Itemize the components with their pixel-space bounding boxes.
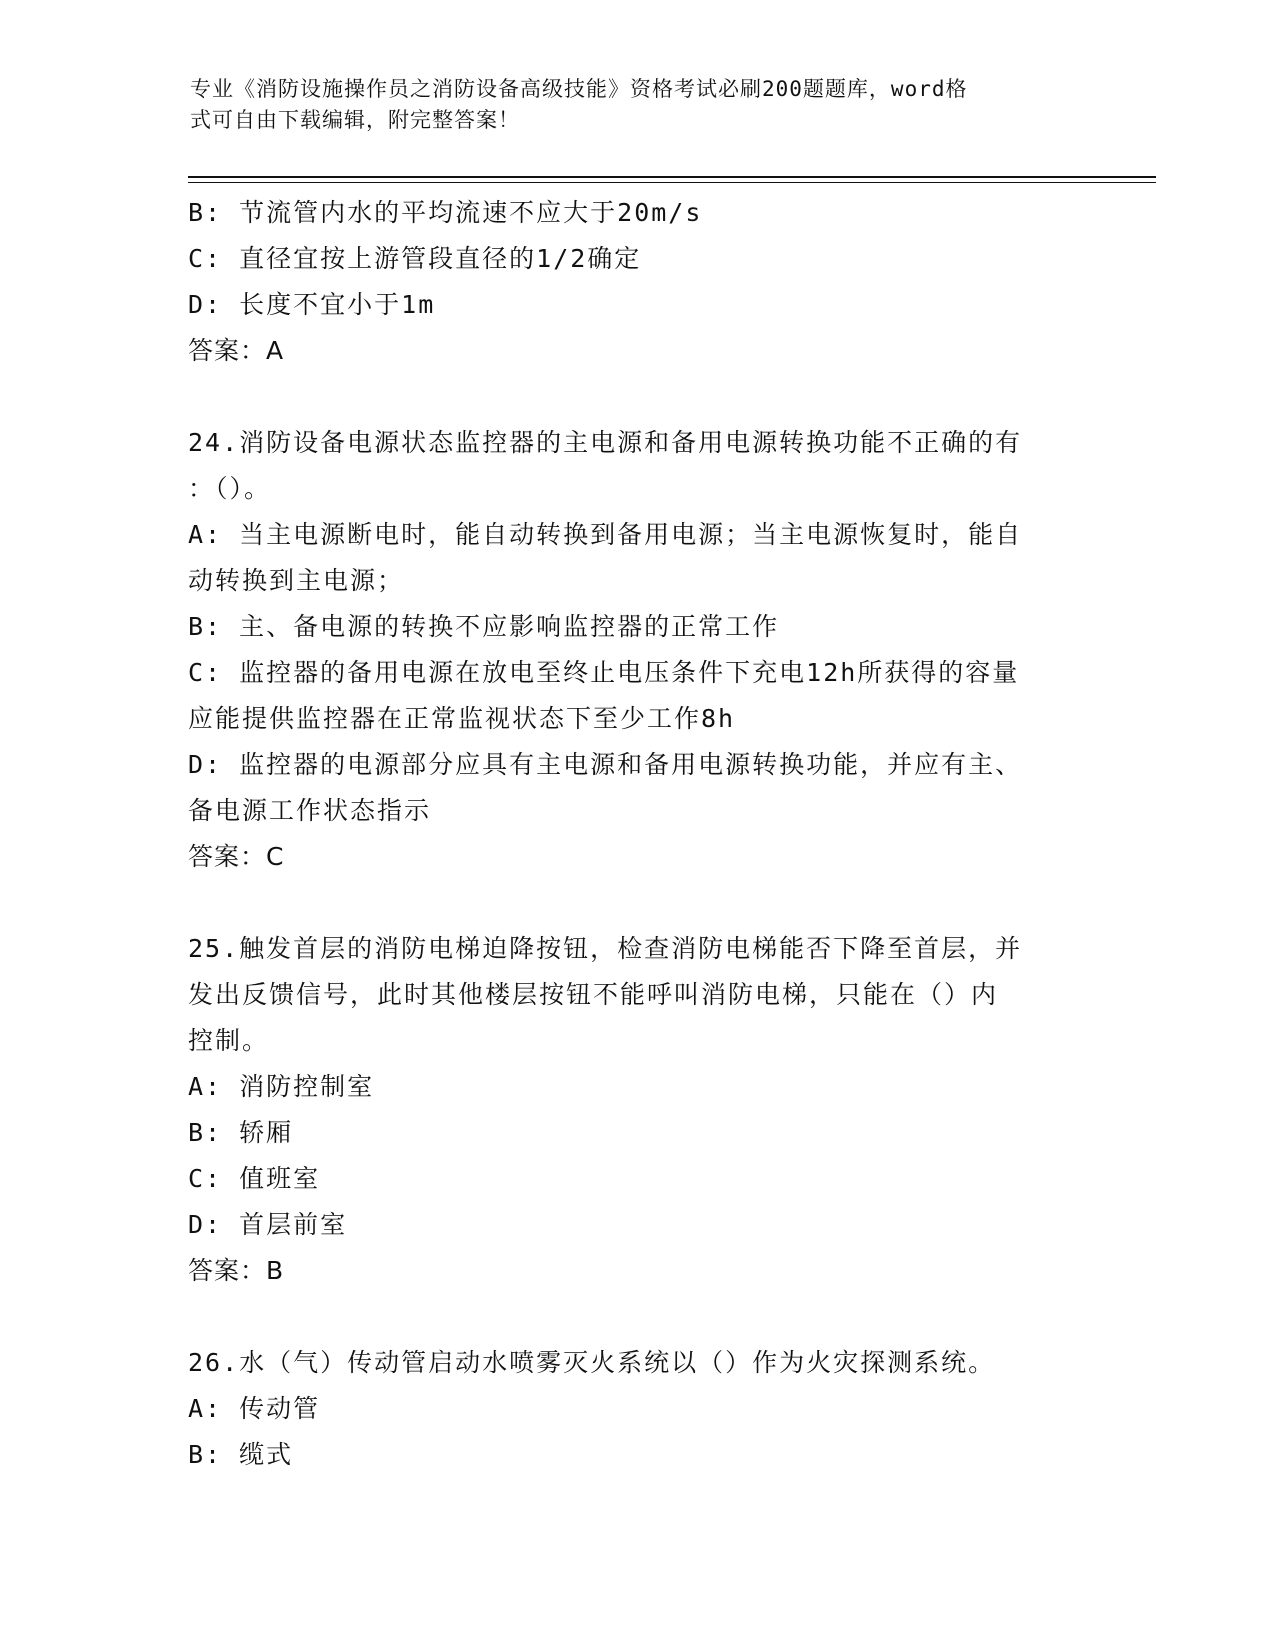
spacer — [188, 880, 1088, 926]
option-d: D: 首层前室 — [188, 1210, 348, 1239]
option-b: B: 轿厢 — [188, 1118, 294, 1147]
option-b: B: 节流管内水的平均流速不应大于20m/s — [188, 198, 703, 227]
option-c: C: 监控器的备用电源在放电至终止电压条件下充电12h所获得的容量 — [188, 658, 1020, 687]
header-line-2: 式可自由下载编辑，附完整答案！ — [190, 108, 520, 132]
question-stem: 25.触发首层的消防电梯迫降按钮，检查消防电梯能否下降至首层，并 — [188, 934, 1023, 963]
spacer — [188, 374, 1088, 420]
option-d: D: 长度不宜小于1m — [188, 290, 436, 319]
option-b: B: 缆式 — [188, 1440, 294, 1469]
spacer — [188, 1294, 1088, 1340]
header-divider-thick — [188, 176, 1156, 178]
option-a-cont: 动转换到主电源； — [188, 566, 405, 595]
option-a: A: 传动管 — [188, 1394, 321, 1423]
question-26 — [188, 1340, 1088, 1478]
option-d-cont: 备电源工作状态指示 — [188, 796, 432, 825]
question-stem-cont: 控制。 — [188, 1026, 270, 1055]
question-list — [188, 190, 1088, 1478]
question-stem-cont: ：（）。 — [188, 474, 272, 503]
document-header — [190, 74, 1080, 136]
option-d: D: 监控器的电源部分应具有主电源和备用电源转换功能，并应有主、 — [188, 750, 1023, 779]
option-c-cont: 应能提供监控器在正常监视状态下至少工作8h — [188, 704, 736, 733]
question-23-tail — [188, 190, 1088, 374]
option-c: C: 值班室 — [188, 1164, 321, 1193]
answer: 答案：B — [188, 1256, 285, 1285]
question-25 — [188, 926, 1088, 1294]
option-a: A: 消防控制室 — [188, 1072, 375, 1101]
option-b: B: 主、备电源的转换不应影响监控器的正常工作 — [188, 612, 780, 641]
answer: 答案：A — [188, 336, 285, 365]
question-stem-cont: 发出反馈信号，此时其他楼层按钮不能呼叫消防电梯，只能在（）内 — [188, 980, 999, 1009]
question-stem: 24.消防设备电源状态监控器的主电源和备用电源转换功能不正确的有 — [188, 428, 1023, 457]
option-c: C: 直径宜按上游管段直径的1/2确定 — [188, 244, 642, 273]
question-stem: 26.水（气）传动管启动水喷雾灭火系统以（）作为火灾探测系统。 — [188, 1348, 996, 1377]
option-a: A: 当主电源断电时，能自动转换到备用电源；当主电源恢复时，能自 — [188, 520, 1023, 549]
question-24 — [188, 420, 1088, 880]
header-line-1: 专业《消防设施操作员之消防设备高级技能》资格考试必刷200题题库，word格 — [190, 77, 968, 101]
header-divider-thin — [188, 182, 1156, 183]
answer: 答案：C — [188, 842, 285, 871]
